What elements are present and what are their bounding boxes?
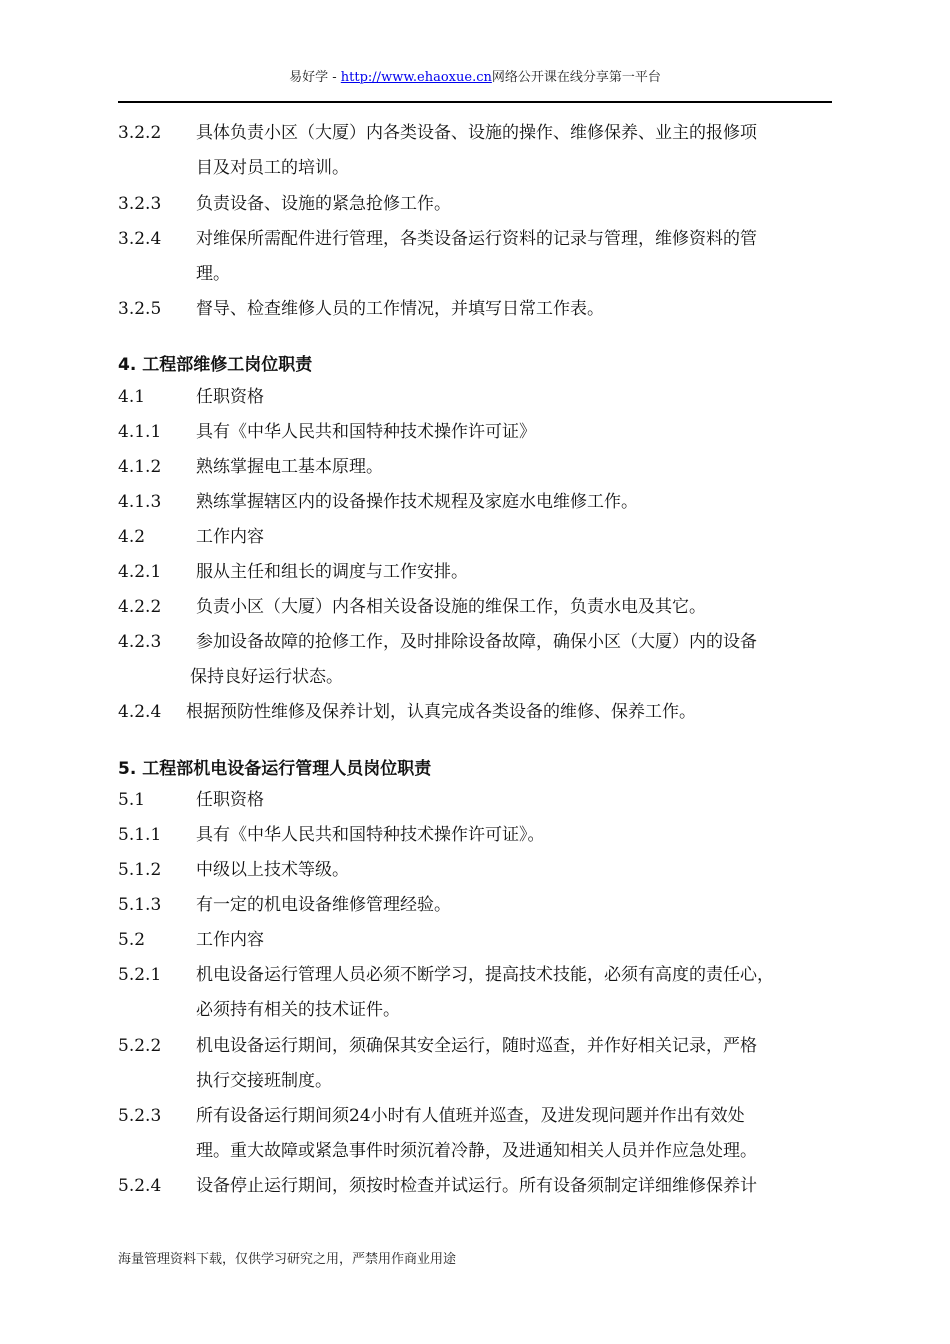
section-heading: 4. 工程部维修工岗位职责 <box>118 355 313 375</box>
clause-text: 工作内容 <box>196 527 264 547</box>
clause-number: 5.2.1 <box>118 965 162 985</box>
clause-text: 工作内容 <box>196 930 264 950</box>
clause-text: 理。 <box>196 264 230 284</box>
clause-text: 理。重大故障或紧急事件时须沉着冷静，及进通知相关人员并作应急处理。 <box>196 1141 757 1161</box>
header-suffix: 网络公开课在线分享第一平台 <box>491 70 661 85</box>
clause-text: 对维保所需配件进行管理，各类设备运行资料的记录与管理，维修资料的管 <box>196 229 757 249</box>
clause-number: 5.1.2 <box>118 860 162 880</box>
clause-text: 所有设备运行期间须24小时有人值班并巡查，及进发现问题并作出有效处 <box>196 1106 745 1126</box>
clause-number: 5.2.3 <box>118 1106 162 1126</box>
clause-number: 5.1 <box>118 790 146 810</box>
clause-number: 5.1.3 <box>118 895 162 915</box>
clause-number: 4.1.1 <box>118 422 162 442</box>
clause-number: 4.2.4 <box>118 702 162 722</box>
clause-text: 任职资格 <box>196 387 264 407</box>
header-prefix: 易好学 - <box>289 70 341 85</box>
clause-text: 具体负责小区（大厦）内各类设备、设施的操作、维修保养、业主的报修项 <box>196 123 757 143</box>
clause-text: 有一定的机电设备维修管理经验。 <box>196 895 451 915</box>
clause-text: 任职资格 <box>196 790 264 810</box>
clause-number: 5.2 <box>118 930 146 950</box>
clause-number: 4.2 <box>118 527 146 547</box>
clause-text: 必须持有相关的技术证件。 <box>196 1000 400 1020</box>
header-link[interactable]: http://www.ehaoxue.cn <box>340 70 492 85</box>
clause-text: 熟练掌握电工基本原理。 <box>196 457 383 477</box>
clause-text: 执行交接班制度。 <box>196 1071 332 1091</box>
page-footer: 海量管理资料下载，仅供学习研究之用，严禁用作商业用途 <box>118 1252 457 1267</box>
clause-number: 5.2.2 <box>118 1036 162 1056</box>
section-heading: 5. 工程部机电设备运行管理人员岗位职责 <box>118 759 432 779</box>
clause-number: 4.1 <box>118 387 146 407</box>
clause-number: 4.2.1 <box>118 562 162 582</box>
clause-number: 4.2.2 <box>118 597 162 617</box>
clause-number: 4.1.2 <box>118 457 162 477</box>
clause-text: 具有《中华人民共和国特种技术操作许可证》。 <box>196 825 545 845</box>
page-header <box>0 66 950 85</box>
clause-text: 设备停止运行期间，须按时检查并试运行。所有设备须制定详细维修保养计 <box>196 1176 757 1196</box>
clause-number: 5.1.1 <box>118 825 162 845</box>
clause-text: 机电设备运行管理人员必须不断学习，提高技术技能，必须有高度的责任心， <box>196 965 774 985</box>
clause-text: 机电设备运行期间，须确保其安全运行，随时巡查，并作好相关记录，严格 <box>196 1036 757 1056</box>
clause-text: 负责设备、设施的紧急抢修工作。 <box>196 194 451 214</box>
clause-text: 保持良好运行状态。 <box>190 667 343 687</box>
clause-number: 3.2.2 <box>118 123 162 143</box>
clause-number: 3.2.5 <box>118 299 162 319</box>
clause-text: 具有《中华人民共和国特种技术操作许可证》 <box>196 422 536 442</box>
clause-text: 目及对员工的培训。 <box>196 158 349 178</box>
clause-number: 4.1.3 <box>118 492 162 512</box>
header-divider <box>118 101 832 103</box>
clause-text: 负责小区（大厦）内各相关设备设施的维保工作，负责水电及其它。 <box>196 597 706 617</box>
clause-number: 4.2.3 <box>118 632 162 652</box>
clause-text: 熟练掌握辖区内的设备操作技术规程及家庭水电维修工作。 <box>196 492 638 512</box>
clause-number: 5.2.4 <box>118 1176 162 1196</box>
clause-text: 根据预防性维修及保养计划，认真完成各类设备的维修、保养工作。 <box>186 702 696 722</box>
clause-number: 3.2.4 <box>118 229 162 249</box>
clause-text: 督导、检查维修人员的工作情况，并填写日常工作表。 <box>196 299 604 319</box>
clause-text: 参加设备故障的抢修工作，及时排除设备故障，确保小区（大厦）内的设备 <box>196 632 757 652</box>
clause-number: 3.2.3 <box>118 194 162 214</box>
clause-text: 中级以上技术等级。 <box>196 860 349 880</box>
clause-text: 服从主任和组长的调度与工作安排。 <box>196 562 468 582</box>
